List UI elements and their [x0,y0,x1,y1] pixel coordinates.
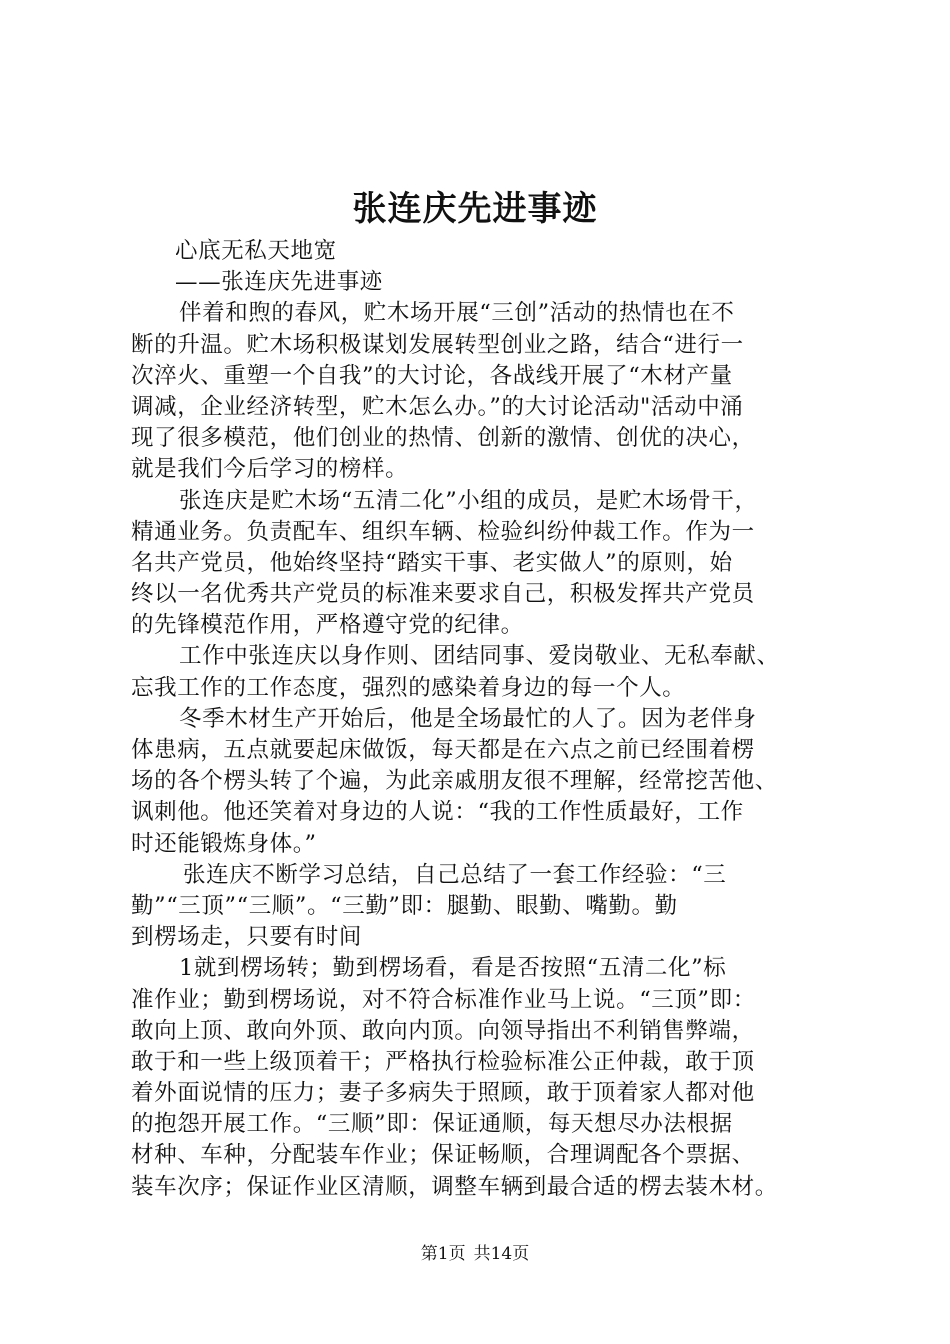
paragraph-line: 张连庆不断学习总结，自己总结了一套工作经验：“三 [183,861,727,888]
page-title: 张连庆先进事迹 [352,189,598,229]
subtitle-line: 心底无私天地宽 [175,238,337,264]
paragraph-line: 敢向上顶、敢向外顶、敢向内顶。向领导指出不利销售弊端， [131,1017,755,1044]
paragraph-line: 体患病，五点就要起床做饭，每天都是在六点之前已经围着楞 [131,737,755,763]
paragraph-line: 断的升温。贮木场积极谋划发展转型创业之路，结合“进行一 [131,331,744,358]
paragraph-line: 现了很多模范，他们创业的热情、创新的激情、创优的决心， [131,425,755,452]
paragraph-line: 次淬火、重塑一个自我”的大讨论，各战线开展了“木材产量 [131,362,733,389]
paragraph-line: 敢于和一些上级顶着干；严格执行检验标准公正仲裁，敢于顶 [131,1048,755,1075]
paragraph-line: 着外面说情的压力；妻子多病失于照顾，敢于顶着家人都对他 [131,1080,755,1107]
paragraph-line: 1就到楞场转；勤到楞场看，看是否按照“五清二化”标 [179,955,727,982]
paragraph-line: 时还能锻炼身体。” [131,830,317,857]
paragraph-line: 张连庆是贮木场“五清二化”小组的成员，是贮木场骨干， [179,487,758,514]
page-number: 第1页 [420,1244,466,1264]
paragraph-line: 忘我工作的工作态度，强烈的感染着身边的每一个人。 [131,674,686,701]
paragraph-line: 的先锋模范作用，严格遵守党的纪律。 [131,612,524,639]
subtitle-byline: ——张连庆先进事迹 [175,269,383,296]
paragraph-line: 精通业务。负责配车、组织车辆、检验纠纷仲裁工作。作为一 [131,518,755,545]
paragraph-line: 装车次序；保证作业区清顺，调整车辆到最合适的楞去装木材。 [131,1173,778,1200]
document-body [131,236,831,1203]
paragraph-line: 准作业；勤到楞场说，对不符合标准作业马上说。“三顶”即： [131,986,756,1013]
paragraph-line: 终以一名优秀共产党员的标准来要求自己，积极发挥共产党员 [131,581,755,608]
paragraph-line: 材种、车种，分配装车作业；保证畅顺，合理调配各个票据、 [131,1142,755,1169]
paragraph-line: 到楞场走，只要有时间 [131,924,363,951]
paragraph-line: 工作中张连庆以身作则、团结同事、爱岗敬业、无私奉献、 [179,643,780,670]
paragraph-line: 冬季木材生产开始后，他是全场最忙的人了。因为老伴身 [179,705,757,732]
paragraph-line: 伴着和煦的春风，贮木场开展“三创”活动的热情也在不 [179,300,735,327]
paragraph-line: 的抱怨开展工作。“三顺”即：保证通顺，每天想尽办法根据 [131,1111,733,1138]
paragraph-line: 就是我们今后学习的榜样。 [131,456,409,483]
paragraph-line: 勤”“三顶”“三顺”。“三勤”即：腿勤、眼勤、嘴勤。勤 [131,892,678,919]
paragraph-line: 讽刺他。他还笑着对身边的人说：“我的工作性质最好，工作 [131,799,744,826]
paragraph-line: 名共产党员，他始终坚持“踏实干事、老实做人”的原则，始 [131,549,733,576]
paragraph-line: 场的各个楞头转了个遍，为此亲戚朋友很不理解，经常挖苦他、 [131,768,778,795]
paragraph-line: 调减，企业经济转型，贮木怎么办。”的大讨论活动"活动中涌 [131,393,744,420]
page-total: 共14页 [473,1244,530,1264]
page-footer [0,1243,950,1265]
